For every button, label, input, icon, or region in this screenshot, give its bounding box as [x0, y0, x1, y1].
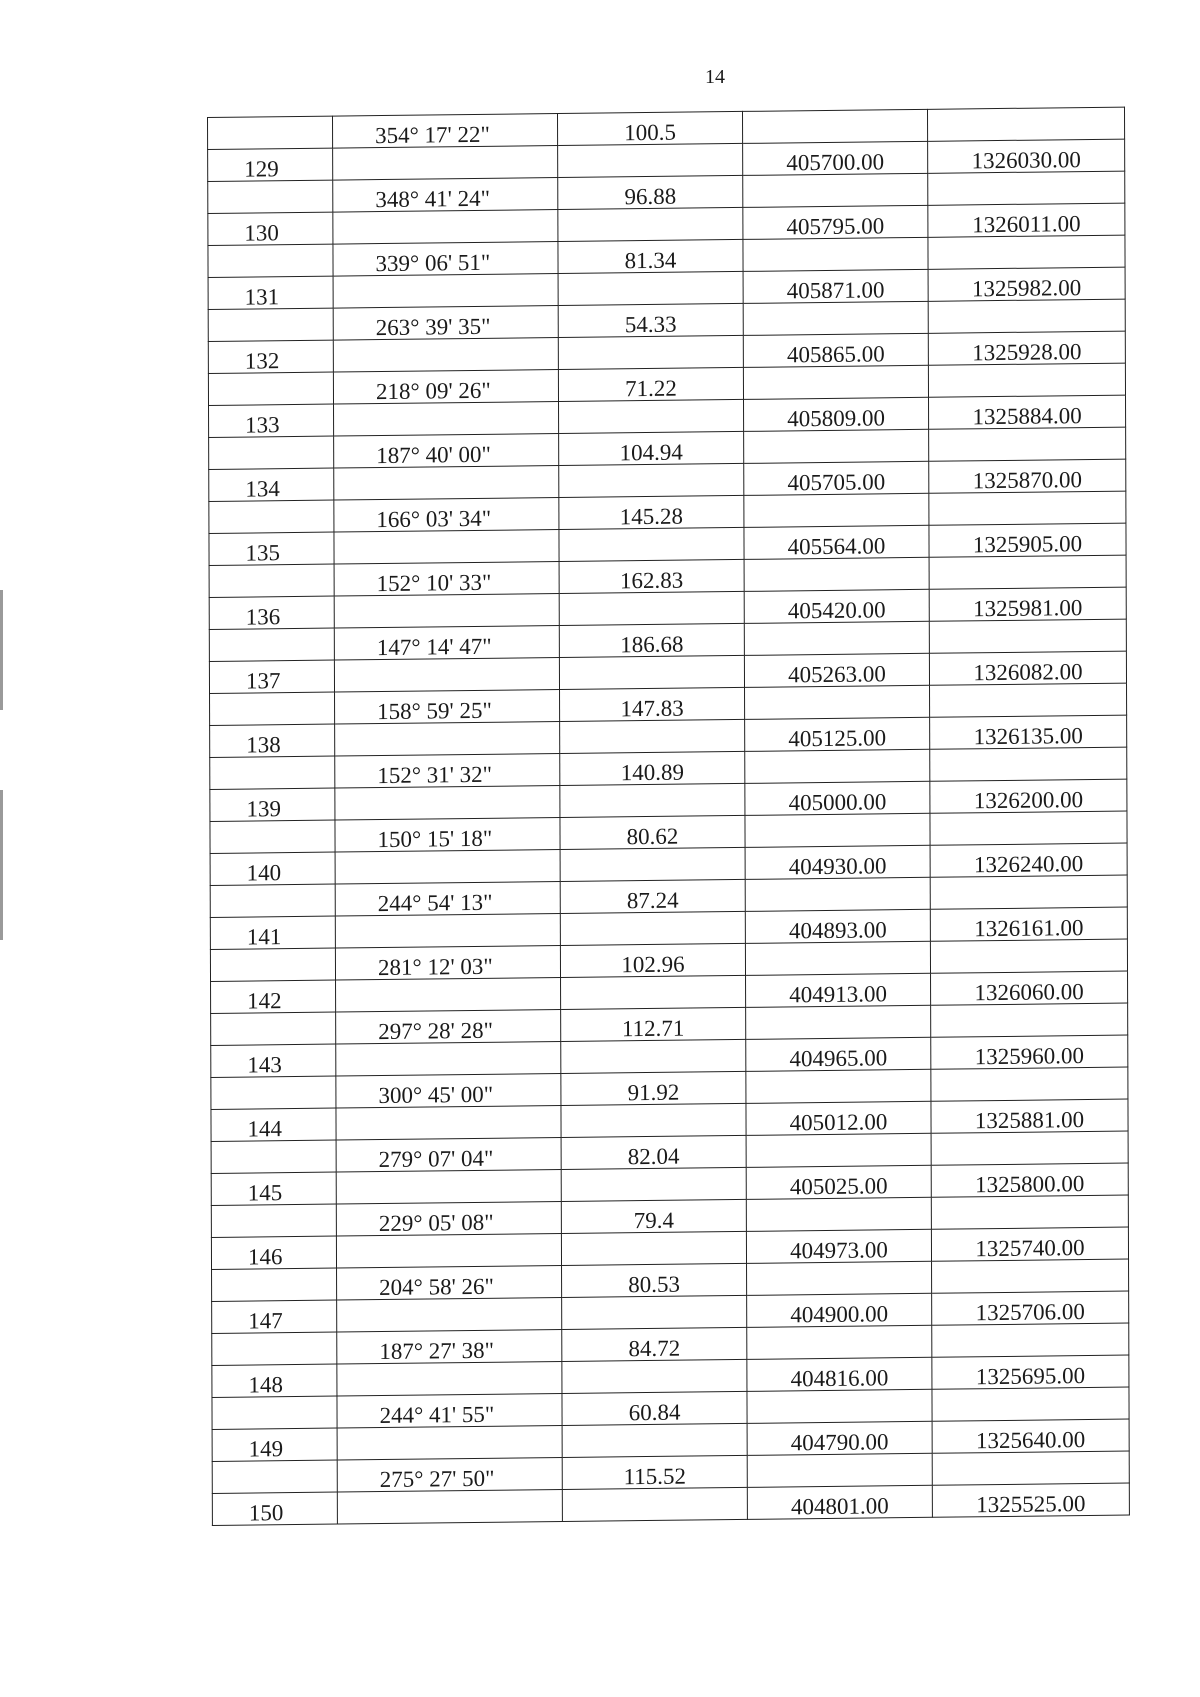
station-cell: 148: [212, 1364, 337, 1397]
coordinate-table-body: [208, 107, 1130, 1525]
bearing-cell: [336, 1169, 561, 1204]
distance-cell: 79.4: [561, 1199, 746, 1233]
distance-cell: 87.24: [560, 879, 745, 913]
bearing-cell: [334, 594, 559, 629]
northing-cell: [745, 749, 930, 783]
northing-cell: [745, 813, 930, 847]
easting-cell: 1326135.00: [930, 715, 1127, 749]
bearing-cell: [337, 1361, 562, 1396]
easting-cell: 1326200.00: [930, 779, 1127, 813]
distance-cell: [558, 207, 743, 241]
station-cell: 143: [211, 1044, 336, 1077]
bearing-cell: 150° 15' 18": [335, 818, 560, 853]
station-cell: 140: [210, 852, 335, 885]
northing-cell: 404973.00: [746, 1229, 931, 1263]
easting-cell: [928, 299, 1125, 333]
station-cell: 133: [209, 404, 334, 437]
easting-cell: [929, 619, 1126, 653]
station-cell: [209, 628, 334, 661]
bearing-cell: 339° 06' 51": [333, 242, 558, 277]
bearing-cell: 229° 05' 08": [336, 1201, 561, 1236]
distance-cell: 162.83: [559, 559, 744, 593]
station-cell: [212, 1396, 337, 1429]
northing-cell: 404801.00: [747, 1485, 932, 1519]
easting-cell: [931, 1003, 1128, 1037]
station-cell: [208, 180, 333, 213]
northing-cell: [747, 1261, 932, 1295]
easting-cell: [932, 1451, 1129, 1485]
bearing-cell: [336, 1233, 561, 1268]
station-cell: [209, 436, 334, 469]
northing-cell: 404913.00: [746, 973, 931, 1007]
station-cell: 144: [211, 1108, 336, 1141]
bearing-cell: 218° 09' 26": [333, 370, 558, 405]
northing-cell: [743, 237, 928, 271]
distance-cell: 100.5: [557, 111, 742, 145]
distance-cell: [559, 591, 744, 625]
distance-cell: [562, 1295, 747, 1329]
bearing-cell: 166° 03' 34": [334, 498, 559, 533]
easting-cell: [929, 427, 1126, 461]
northing-cell: 405564.00: [744, 525, 929, 559]
bearing-cell: [335, 722, 560, 757]
bearing-cell: 152° 10' 33": [334, 562, 559, 597]
northing-cell: [743, 301, 928, 335]
bearing-cell: [333, 274, 558, 309]
distance-cell: 115.52: [562, 1455, 747, 1489]
distance-cell: 145.28: [559, 495, 744, 529]
station-cell: 138: [210, 724, 335, 757]
distance-cell: [562, 1423, 747, 1457]
distance-cell: [559, 399, 744, 433]
bearing-cell: [334, 658, 559, 693]
easting-cell: [931, 1067, 1128, 1101]
easting-cell: 1325884.00: [929, 395, 1126, 429]
distance-cell: 186.68: [559, 623, 744, 657]
easting-cell: [927, 107, 1124, 141]
bearing-cell: 300° 45' 00": [336, 1073, 561, 1108]
distance-cell: [560, 719, 745, 753]
station-cell: [209, 564, 334, 597]
station-cell: [212, 1460, 337, 1493]
bearing-cell: 158° 59' 25": [335, 690, 560, 725]
station-cell: [210, 884, 335, 917]
northing-cell: 405871.00: [743, 269, 928, 303]
distance-cell: [561, 1167, 746, 1201]
bearing-cell: 244° 54' 13": [335, 881, 560, 916]
easting-cell: [932, 1259, 1129, 1293]
station-cell: [211, 1012, 336, 1045]
station-cell: [208, 116, 333, 149]
bearing-cell: [336, 1041, 561, 1076]
northing-cell: [742, 109, 927, 143]
easting-cell: [929, 555, 1126, 589]
easting-cell: [931, 1131, 1128, 1165]
coordinate-table: [207, 107, 1130, 1526]
easting-cell: 1325870.00: [929, 459, 1126, 493]
northing-cell: [744, 429, 929, 463]
northing-cell: [746, 1069, 931, 1103]
distance-cell: 96.88: [558, 175, 743, 209]
easting-cell: [930, 939, 1127, 973]
northing-cell: 404790.00: [747, 1421, 932, 1455]
northing-cell: [746, 1197, 931, 1231]
distance-cell: [561, 1103, 746, 1137]
bearing-cell: [337, 1489, 562, 1524]
distance-cell: 140.89: [560, 751, 745, 785]
northing-cell: 404930.00: [745, 845, 930, 879]
easting-cell: 1326240.00: [930, 843, 1127, 877]
northing-cell: [746, 1133, 931, 1167]
distance-cell: 104.94: [559, 431, 744, 465]
easting-cell: 1326011.00: [928, 203, 1125, 237]
distance-cell: [561, 975, 746, 1009]
northing-cell: [743, 173, 928, 207]
bearing-cell: 187° 40' 00": [334, 434, 559, 469]
scan-edge-mark: [0, 790, 3, 940]
station-cell: [211, 1140, 336, 1173]
northing-cell: 405795.00: [743, 205, 928, 239]
bearing-cell: [334, 466, 559, 501]
bearing-cell: 263° 39' 35": [333, 306, 558, 341]
bearing-cell: [337, 1425, 562, 1460]
northing-cell: 405420.00: [744, 589, 929, 623]
station-cell: 131: [208, 276, 333, 309]
bearing-cell: 244° 41' 55": [337, 1393, 562, 1428]
northing-cell: 405700.00: [743, 141, 928, 175]
easting-cell: [928, 235, 1125, 269]
northing-cell: 405125.00: [745, 717, 930, 751]
station-cell: 149: [212, 1428, 337, 1461]
bearing-cell: [334, 530, 559, 565]
scan-edge-mark: [0, 590, 3, 710]
bearing-cell: 147° 14' 47": [334, 626, 559, 661]
easting-cell: 1325800.00: [931, 1163, 1128, 1197]
bearing-cell: [335, 786, 560, 821]
station-cell: 145: [211, 1172, 336, 1205]
station-cell: [208, 244, 333, 277]
northing-cell: 404965.00: [746, 1037, 931, 1071]
station-cell: 137: [209, 660, 334, 693]
station-cell: 147: [212, 1300, 337, 1333]
bearing-cell: 281° 12' 03": [335, 945, 560, 980]
station-cell: 136: [209, 596, 334, 629]
bearing-cell: [333, 146, 558, 181]
easting-cell: [931, 1195, 1128, 1229]
station-cell: [208, 308, 333, 341]
northing-cell: [745, 685, 930, 719]
distance-cell: 71.22: [558, 367, 743, 401]
easting-cell: 1325706.00: [932, 1291, 1129, 1325]
station-cell: 150: [212, 1492, 337, 1525]
station-cell: 141: [210, 916, 335, 949]
easting-cell: [932, 1323, 1129, 1357]
easting-cell: [928, 363, 1125, 397]
easting-cell: 1325525.00: [932, 1483, 1129, 1517]
station-cell: [210, 948, 335, 981]
bearing-cell: [337, 1297, 562, 1332]
easting-cell: [930, 683, 1127, 717]
northing-cell: [746, 1005, 931, 1039]
station-cell: 130: [208, 212, 333, 245]
station-cell: 139: [210, 788, 335, 821]
distance-cell: 91.92: [561, 1071, 746, 1105]
bearing-cell: 152° 31' 32": [335, 754, 560, 789]
northing-cell: 405012.00: [746, 1101, 931, 1135]
distance-cell: 54.33: [558, 303, 743, 337]
distance-cell: [560, 911, 745, 945]
distance-cell: [559, 655, 744, 689]
easting-cell: 1325928.00: [928, 331, 1125, 365]
distance-cell: [559, 527, 744, 561]
northing-cell: [743, 365, 928, 399]
northing-cell: [744, 557, 929, 591]
easting-cell: 1325981.00: [929, 587, 1126, 621]
bearing-cell: [336, 1105, 561, 1140]
bearing-cell: 187° 27' 38": [337, 1329, 562, 1364]
northing-cell: [745, 877, 930, 911]
distance-cell: 60.84: [562, 1391, 747, 1425]
easting-cell: 1325960.00: [931, 1035, 1128, 1069]
bearing-cell: [335, 913, 560, 948]
easting-cell: [930, 811, 1127, 845]
easting-cell: 1325905.00: [929, 523, 1126, 557]
easting-cell: 1325640.00: [932, 1419, 1129, 1453]
easting-cell: 1326030.00: [928, 139, 1125, 173]
distance-cell: [561, 1231, 746, 1265]
distance-cell: [562, 1487, 747, 1521]
easting-cell: 1326060.00: [931, 971, 1128, 1005]
northing-cell: [744, 621, 929, 655]
distance-cell: 102.96: [560, 943, 745, 977]
station-cell: 135: [209, 532, 334, 565]
easting-cell: [930, 747, 1127, 781]
distance-cell: [561, 1039, 746, 1073]
northing-cell: [747, 1325, 932, 1359]
station-cell: [211, 1204, 336, 1237]
station-cell: [210, 692, 335, 725]
northing-cell: 405025.00: [746, 1165, 931, 1199]
northing-cell: [744, 493, 929, 527]
distance-cell: [562, 1359, 747, 1393]
easting-cell: [932, 1387, 1129, 1421]
distance-cell: [560, 783, 745, 817]
easting-cell: 1325881.00: [931, 1099, 1128, 1133]
easting-cell: 1326161.00: [930, 907, 1127, 941]
distance-cell: [559, 463, 744, 497]
bearing-cell: 279° 07' 04": [336, 1137, 561, 1172]
bearing-cell: 354° 17' 22": [333, 114, 558, 149]
distance-cell: 84.72: [562, 1327, 747, 1361]
northing-cell: 405263.00: [744, 653, 929, 687]
distance-cell: [558, 271, 743, 305]
station-cell: 134: [209, 468, 334, 501]
station-cell: [212, 1332, 337, 1365]
northing-cell: [747, 1389, 932, 1423]
easting-cell: 1326082.00: [929, 651, 1126, 685]
bearing-cell: [333, 210, 558, 245]
easting-cell: [928, 171, 1125, 205]
northing-cell: [747, 1453, 932, 1487]
northing-cell: 405865.00: [743, 333, 928, 367]
northing-cell: [745, 941, 930, 975]
distance-cell: [560, 847, 745, 881]
station-cell: [212, 1268, 337, 1301]
bearing-cell: 204° 58' 26": [337, 1265, 562, 1300]
station-cell: 146: [211, 1236, 336, 1269]
bearing-cell: 275° 27' 50": [337, 1457, 562, 1492]
distance-cell: [558, 143, 743, 177]
distance-cell: 81.34: [558, 239, 743, 273]
bearing-cell: [336, 977, 561, 1012]
bearing-cell: [333, 338, 558, 373]
distance-cell: 80.53: [562, 1263, 747, 1297]
distance-cell: [558, 335, 743, 369]
station-cell: 142: [211, 980, 336, 1013]
easting-cell: 1325695.00: [932, 1355, 1129, 1389]
station-cell: [210, 820, 335, 853]
bearing-cell: [335, 849, 560, 884]
northing-cell: 405000.00: [745, 781, 930, 815]
easting-cell: 1325982.00: [928, 267, 1125, 301]
distance-cell: 147.83: [560, 687, 745, 721]
easting-cell: [929, 491, 1126, 525]
station-cell: 132: [208, 340, 333, 373]
easting-cell: [930, 875, 1127, 909]
bearing-cell: 297° 28' 28": [336, 1009, 561, 1044]
northing-cell: 404816.00: [747, 1357, 932, 1391]
easting-cell: 1325740.00: [931, 1227, 1128, 1261]
northing-cell: 405809.00: [744, 397, 929, 431]
station-cell: [209, 500, 334, 533]
page-number: 14: [705, 66, 725, 88]
bearing-cell: [334, 402, 559, 437]
northing-cell: 405705.00: [744, 461, 929, 495]
northing-cell: 404900.00: [747, 1293, 932, 1327]
station-cell: [208, 372, 333, 405]
northing-cell: 404893.00: [745, 909, 930, 943]
distance-cell: 112.71: [561, 1007, 746, 1041]
distance-cell: 80.62: [560, 815, 745, 849]
station-cell: [211, 1076, 336, 1109]
station-cell: [210, 756, 335, 789]
station-cell: 129: [208, 148, 333, 181]
distance-cell: 82.04: [561, 1135, 746, 1169]
bearing-cell: 348° 41' 24": [333, 178, 558, 213]
